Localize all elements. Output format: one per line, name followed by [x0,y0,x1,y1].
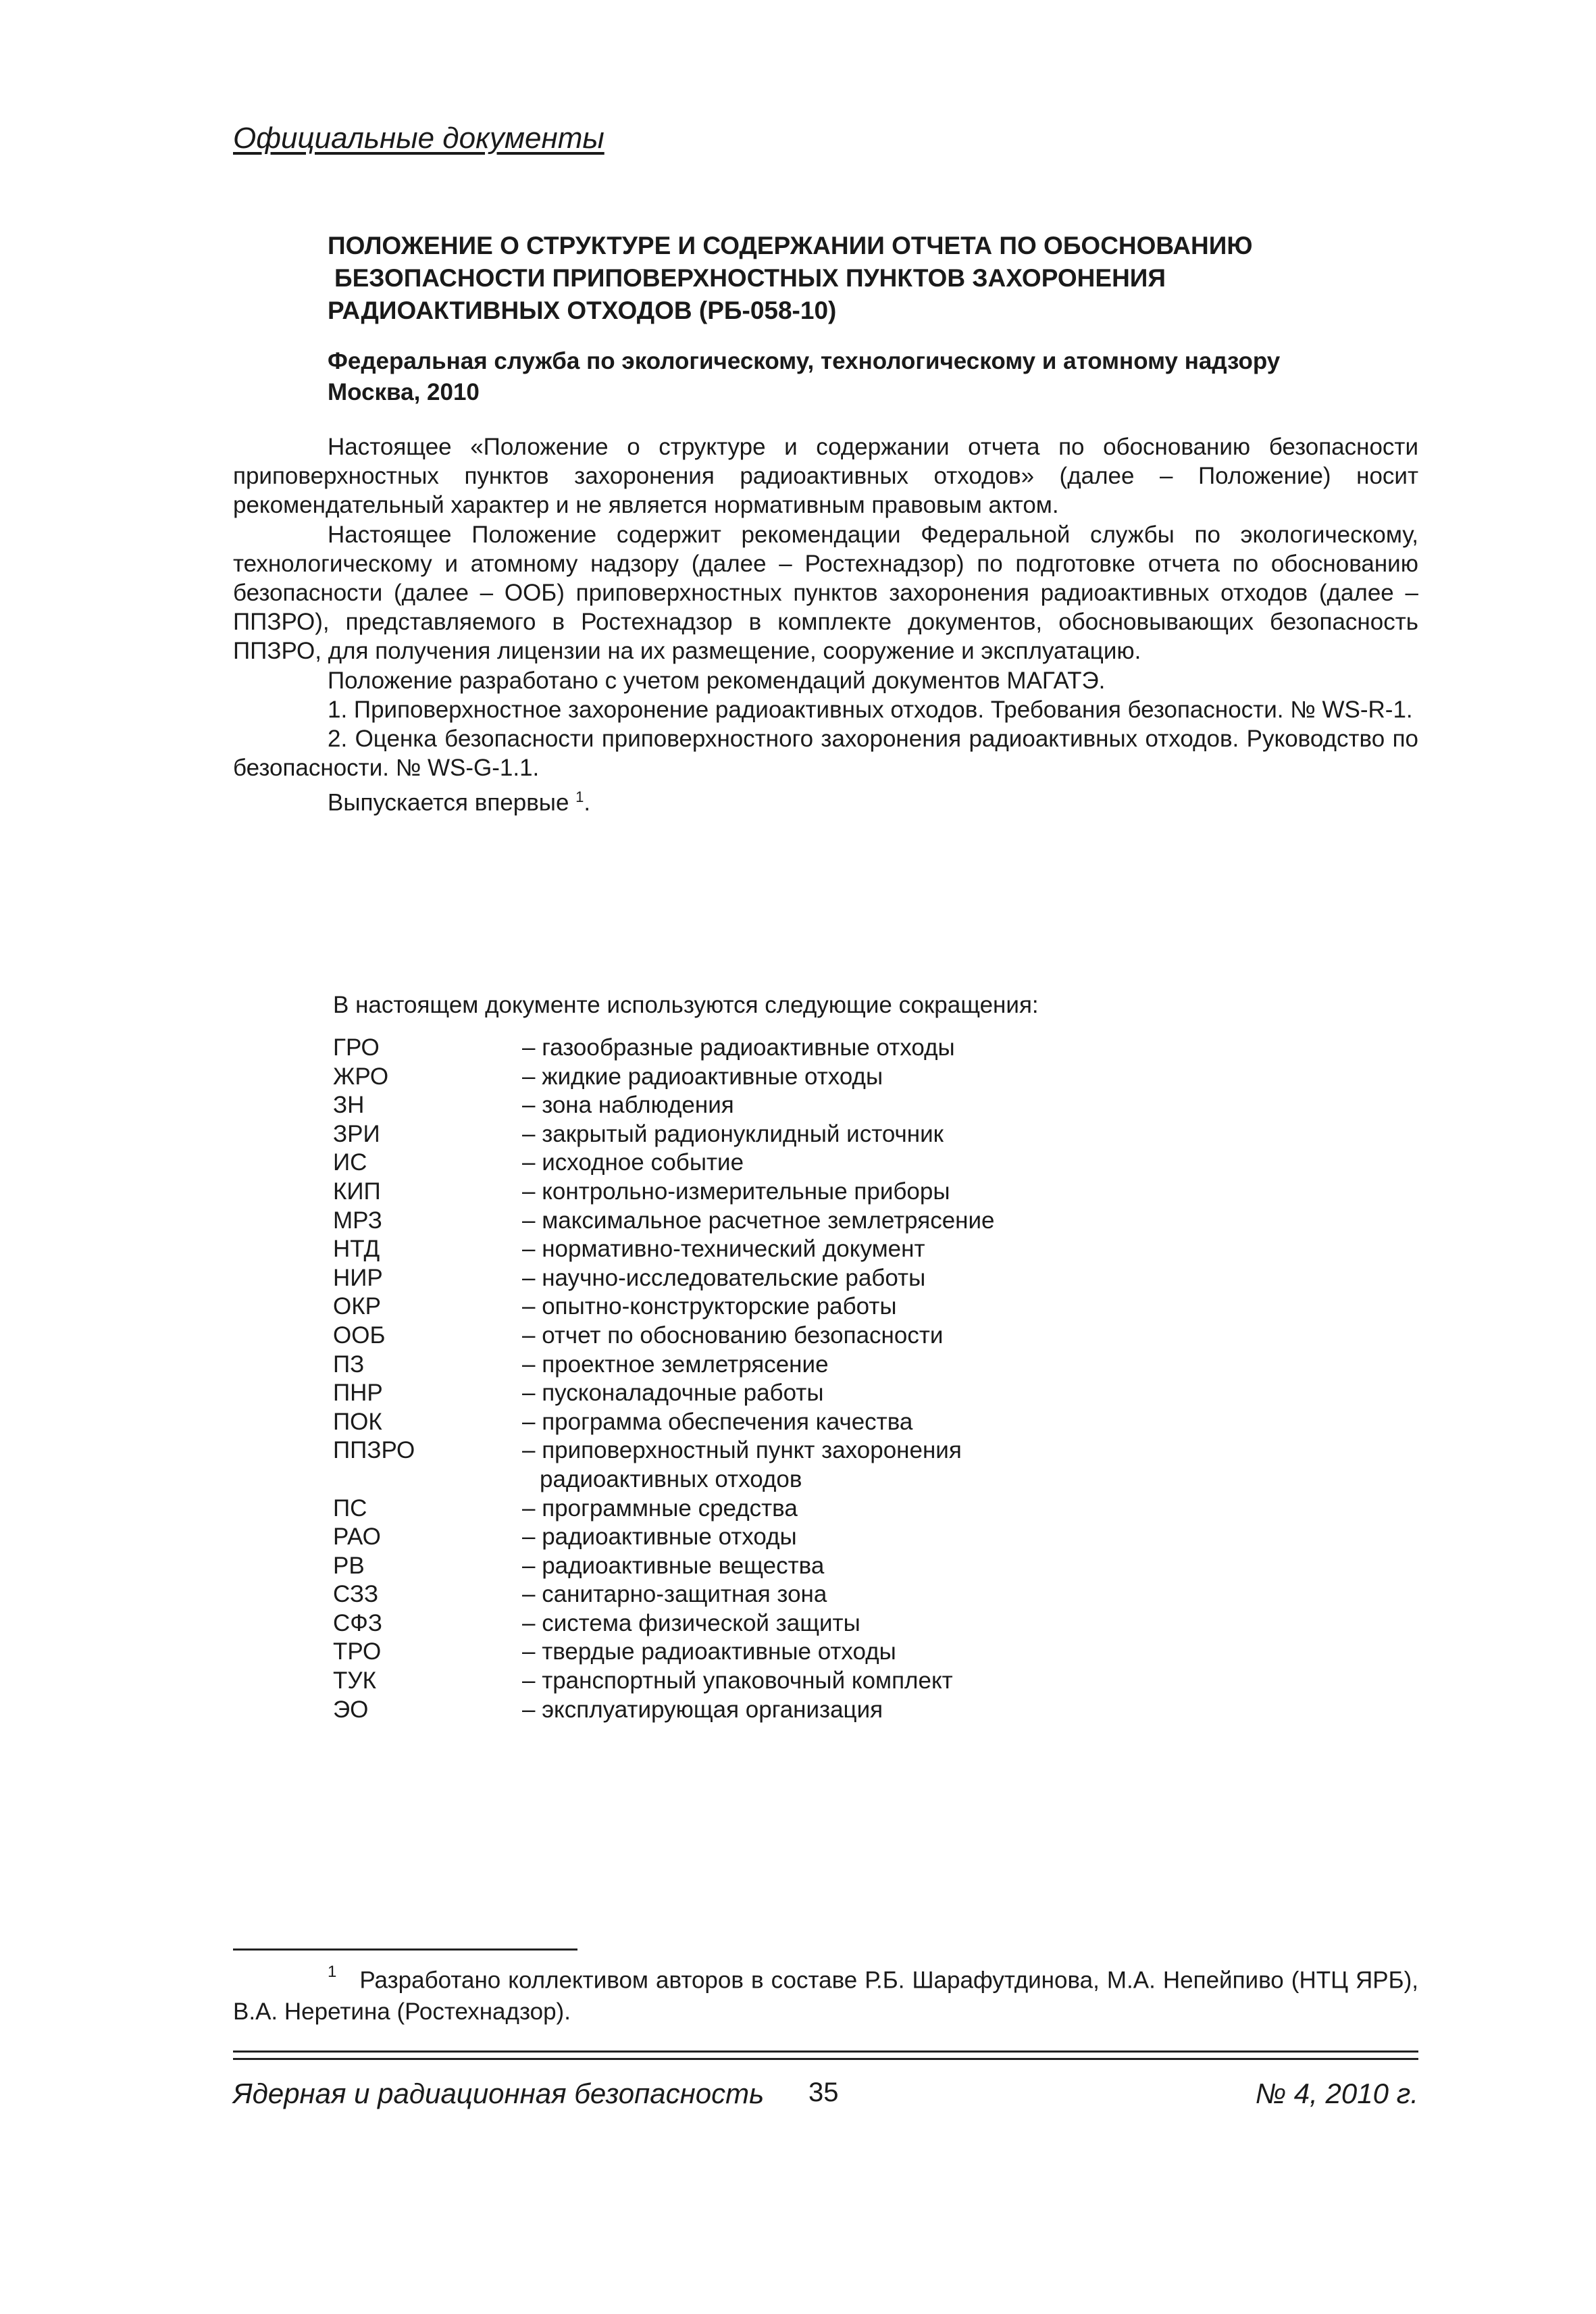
abbreviation-row [333,1264,1279,1293]
body-paragraph: 1. Приповерхностное захоронение радиоактивных отходов. Требования безопасности. № WS-R-1. [328,696,1413,723]
title-line: БЕЗОПАСНОСТИ ПРИПОВЕРХНОСТНЫХ ПУНКТОВ ЗАХОРОНЕНИЯ [334,264,1166,292]
footer-rule [233,2058,1418,2060]
abbreviation-row [333,1379,1279,1408]
abbreviation-row [333,1149,1279,1178]
abbreviation-code: ЭО [333,1696,369,1723]
abbreviation-definition: – отчет по обоснованию безопасности [522,1322,944,1349]
abbreviation-row [333,1696,1279,1725]
abbreviation-row [333,1091,1279,1120]
abbreviation-code: ТУК [333,1667,377,1694]
body-paragraph: 2. Оценка безопасности приповерхностного захоронения радиоактивных отходов. Руководство по безопасности. № WS-G-1.1. [233,726,1418,782]
footnote-separator [233,1948,577,1951]
abbreviation-definition: – радиоактивные вещества [522,1552,825,1579]
abbreviation-definition: – программные средства [522,1494,798,1521]
footnote-reference[interactable]: 1 [575,788,584,806]
issuer-place-year: Москва, 2010 [328,379,480,405]
abbreviation-definition: – исходное событие [522,1149,744,1176]
abbreviation-code: ООБ [333,1322,386,1349]
abbreviation-definition: радиоактивных отходов [540,1465,802,1492]
abbreviation-code: ГРО [333,1034,380,1061]
footnote [233,1959,1418,2028]
abbreviation-code: ЖРО [333,1063,389,1090]
abbreviation-code: МРЗ [333,1207,382,1234]
abbreviation-definition: – зона наблюдения [522,1092,734,1119]
footnote-text: Разработано коллективом авторов в составе Р.Б. Шарафутдинова, М.А. Непейпиво (НТЦ ЯРБ), В.А. Неретина (Ростехнадзор). [233,1967,1418,2025]
abbreviation-definition: – пусконаладочные работы [522,1380,824,1407]
abbreviation-code: НТД [333,1236,380,1263]
abbreviation-row [333,1235,1279,1264]
document-title [328,230,1341,327]
abbreviation-row [333,1408,1279,1437]
abbreviation-definition: – научно-исследовательские работы [522,1264,926,1291]
abbreviation-code: СФЗ [333,1609,383,1636]
abbreviation-code: ПНР [333,1380,383,1407]
abbreviation-row [333,1667,1279,1696]
page-number: 35 [808,2078,839,2107]
abbreviation-definition: – твердые радиоактивные отходы [522,1638,896,1665]
abbreviation-row [333,1207,1279,1236]
abbreviation-definition: – приповерхностный пункт захоронения [522,1437,962,1464]
abbreviation-code: РВ [333,1552,365,1579]
abbreviation-code: ОКР [333,1293,381,1320]
abbreviation-code: ТРО [333,1638,382,1665]
abbreviation-code: СЗЗ [333,1581,379,1608]
abbreviation-definition: – опытно-конструкторские работы [522,1293,897,1320]
abbreviation-code: КИП [333,1178,381,1205]
abbreviation-row [333,1436,1279,1465]
abbreviation-row [333,1609,1279,1638]
issue-number: № 4, 2010 г. [1255,2078,1418,2109]
issuer-organization: Федеральная служба по экологическому, технологическому и атомному надзору [328,348,1281,374]
abbreviation-row [333,1292,1279,1322]
body-text: Выпускается впервые [328,790,569,817]
abbreviation-definition: – контрольно-измерительные приборы [522,1178,950,1205]
abbreviation-code: ПОК [333,1408,382,1435]
abbreviation-row [333,1552,1279,1581]
abbreviation-definition: – система физической защиты [522,1609,860,1636]
abbreviation-row-continuation [333,1465,1279,1494]
issuer-block [328,346,1476,408]
abbreviation-code: НИР [333,1264,383,1291]
abbreviation-definition: – санитарно-защитная зона [522,1581,827,1608]
abbreviation-definition: – эксплуатирующая организация [522,1696,883,1723]
abbreviation-code: ЗН [333,1092,365,1119]
abbreviations-list [333,1034,1279,1724]
abbreviation-code: ПЗ [333,1351,365,1378]
title-line: РАДИОАКТИВНЫХ ОТХОДОВ (РБ-058-10) [328,297,837,324]
document-body [233,432,1418,818]
abbreviation-code: ППЗРО [333,1437,415,1464]
footer-rule [233,2051,1418,2053]
section-header: Официальные документы [233,122,604,155]
abbreviation-code: РАО [333,1524,381,1551]
abbreviation-definition: – закрытый радионуклидный источник [522,1120,944,1147]
journal-title: Ядерная и радиационная безопасность [233,2078,765,2109]
abbreviation-definition: – проектное землетрясение [522,1351,829,1378]
abbreviation-row [333,1638,1279,1667]
abbreviations-intro: В настоящем документе используются следующие сокращения: [333,992,1039,1018]
body-paragraph: Настоящее Положение содержит рекомендации Федеральной службы по экологическому, технологическому и атомному надзору (далее – Ростехнадзор) по подготовке отчета по обоснованию безопасности (далее – ООБ) приповерхностных пунктов захоронения радиоактивных отходов (далее – ППЗРО), представляемого в Ростехнадзор в комплекте документов, обосновывающих безопасность ППЗРО, для получения лицензии на их размещение, сооружение и эксплуатацию. [233,521,1418,665]
abbreviation-row [333,1034,1279,1063]
abbreviation-row [333,1322,1279,1351]
body-paragraph [233,782,1418,818]
abbreviation-code: ИС [333,1149,367,1176]
abbreviation-definition: – транспортный упаковочный комплект [522,1667,953,1694]
abbreviation-row [333,1063,1279,1092]
abbreviation-definition: – жидкие радиоактивные отходы [522,1063,883,1090]
body-text: . [584,790,591,817]
abbreviation-definition: – программа обеспечения качества [522,1408,913,1435]
title-line: ПОЛОЖЕНИЕ О СТРУКТУРЕ И СОДЕРЖАНИИ ОТЧЕТА ПО ОБОСНОВАНИЮ [328,232,1253,259]
abbreviation-row [333,1494,1279,1524]
abbreviation-code: ЗРИ [333,1120,380,1147]
abbreviation-row [333,1178,1279,1207]
abbreviation-definition: – максимальное расчетное землетрясение [522,1207,995,1234]
abbreviation-row [333,1580,1279,1609]
abbreviation-definition: – газообразные радиоактивные отходы [522,1034,955,1061]
abbreviation-row [333,1351,1279,1380]
abbreviation-definition: – радиоактивные отходы [522,1524,797,1551]
abbreviation-definition: – нормативно-технический документ [522,1236,925,1263]
body-paragraph: Положение разработано с учетом рекомендаций документов МАГАТЭ. [328,667,1106,694]
abbreviation-code-empty [333,1465,522,1494]
footnote-marker: 1 [328,1963,337,1981]
body-paragraph: Настоящее «Положение о структуре и содержании отчета по обоснованию безопасности приповерхностных пунктов захоронения радиоактивных отходов» (далее – Положение) носит рекомендательный характер и не является нормативным правовым актом. [233,434,1418,519]
abbreviation-row [333,1120,1279,1149]
abbreviation-code: ПС [333,1494,367,1521]
abbreviation-row [333,1523,1279,1552]
page-footer [233,2078,1418,2115]
